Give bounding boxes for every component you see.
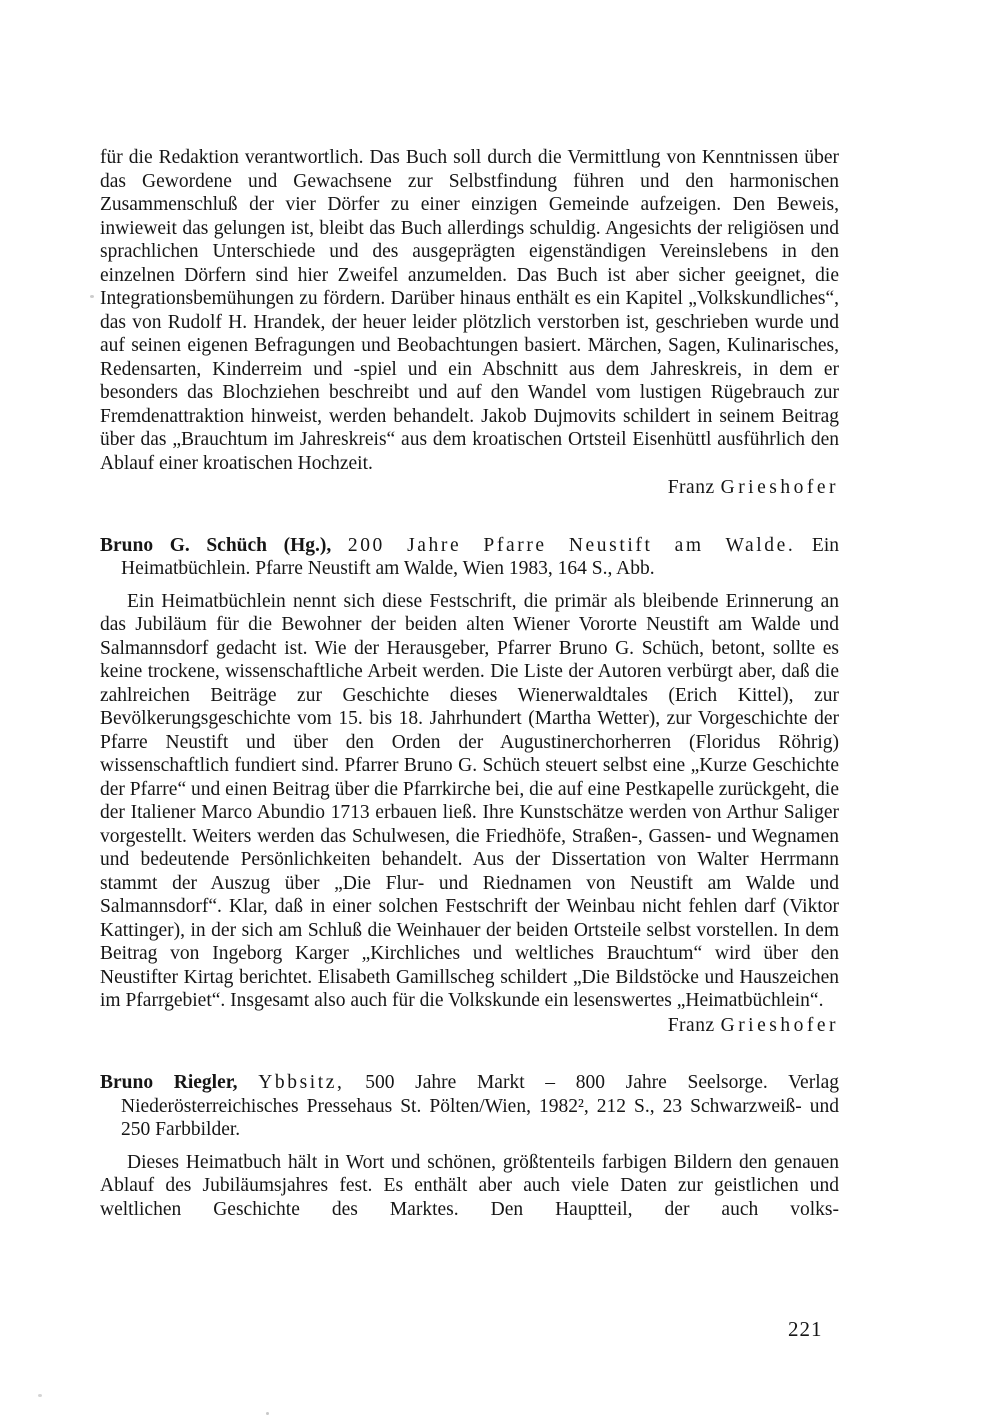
scan-speckle [90, 295, 94, 298]
review-heading-rest: Ein Heimatbüchlein. Pfarre Neustift am Walde, Wien 1983, 164 S., Abb. [121, 534, 840, 579]
reviewer-first-name: Franz [667, 1014, 715, 1036]
text-block [100, 146, 839, 1221]
review-heading-rest: 500 Jahre Markt – 800 Jahre Seelsorge. Verlag Niederösterreichisches Pressehaus St. Pölten/Wien, 1982², 212 S., 23 Schwarzweiß- und 250 Farbbilder. [121, 1072, 840, 1140]
intro-paragraph: für die Redaktion verantwortlich. Das Buch soll durch die Vermittlung von Kenntnissen über das Gewordene und Gewachsene zur Selbstfindung führen und den harmonischen Zusammenschluß der vier Dörfer zu einer einzigen Gemeinde aufzeigen. Den Beweis, inwieweit das gelungen ist, bleibt das Buch allerdings schuldig. Angesichts der religiösen und sprachlichen Unterschiede und des ausgeprägten eigenständigen Vereinslebens in den einzelnen Dörfern sind hier Zweifel anzumelden. Das Buch ist aber sicher geeignet, die Integrationsbemühungen zu fördern. Darüber hinaus enthält es ein Kapitel „Volkskundliches“, das von Rudolf H. Hrandek, der heuer leider plötzlich verstorben ist, geschrieben wurde und auf seinen eigenen Befragungen und Beobachtungen basiert. Märchen, Sagen, Kulinarisches, Redensarten, Kinderreim und -spiel und ein Abschnitt aus dem Jahreskreis, in dem er besonders das Blochziehen beschreibt und auf den Wandel vom lustigen Rügebrauch zur Fremdenattraktion hinweist, werden behandelt. Jakob Dujmovits schildert in seinem Beitrag über das „Brauchtum im Jahreskreis“ aus dem kroatischen Ortsteil Eisenhüttl ausführlich den Ablauf einer kroatischen Hochzeit. [100, 147, 839, 474]
review-author: Bruno Riegler, [100, 1072, 238, 1093]
scan-speckle [266, 1412, 269, 1415]
review-title: 200 Jahre Pfarre Neustift am Walde. [347, 534, 796, 556]
reviewer-last-name: Grieshofer [720, 1014, 839, 1036]
reviewer-last-name: Grieshofer [720, 477, 839, 498]
reviewer-signature [100, 1014, 839, 1038]
review-body-schuech: Ein Heimatbüchlein nennt sich diese Festschrift, die primär als bleibende Erinnerung an das Jubiläum für die Bewohner der beiden alten Wiener Vororte Neustift am Walde und Salmannsdorf gedacht ist. Wie der Herausgeber, Pfarrer Bruno G. Schüch, betont, sollte es keine trockene, wissenschaftliche Arbeit werden. Die Liste der Autoren verbürgt aber, daß die zahlreichen Beiträge zur Geschichte dieses Wienerwaldtales (Erich Kittel), zur Bevölkerungsgeschichte vom 15. bis 18. Jahrhundert (Martha Wetter), zur Vorgeschichte der Pfarre Neustift und über den Orden der Augustinerchorherren (Floridus Röhrig) wissenschaftlich fundiert sind. Pfarrer Bruno G. Schüch steuert selbst eine „Kurze Geschichte der Pfarre“ und einen Beitrag über die Pfarrkirche bei, die auf eine Pestkapelle zurückgeht, die der Italiener Marco Abundio 1713 erbauen ließ. Ihre Kunstschätze werden von Arthur Saliger vorgestellt. Weiters werden das Schulwesen, die Friedhöfe, Straßen-, Gassen- und Wegnamen und bedeutende Persönlichkeiten behandelt. Aus der Dissertation von Walter Herrmann stammt der Auszug über „Die Flur- und Riednamen von Neustift am Walde und Salmannsdorf“. Klar, daß in einer solchen Festschrift der Weinbau nicht fehlen darf (Viktor Kattinger), in der sich am Schluß die Weinhauer der beiden Ortsteile selbst vorstellen. In dem Beitrag von Ingeborg Karger „Kirchliches und weltliches Brauchtum“ wird über den Neustifter Kirtag berichtet. Elisabeth Gamillscheg schildert „Die Bildstöcke und Hauszeichen im Pfarrgebiet“. Insgesamt also auch für die Volkskunde ein lesenswertes „Heimatbüchlein“. [100, 590, 839, 1011]
review-body-riegler: Dieses Heimatbuch hält in Wort und schönen, größtenteils farbigen Bildern den genauen Ablauf des Jubiläumsjahres fest. Es enthält aber auch viele Daten zur geistlichen und weltlichen Geschichte des Marktes. Den Hauptteil, der auch volks- [100, 1151, 839, 1220]
review-title: Ybbsitz, [258, 1072, 345, 1093]
review-heading-riegler [100, 1071, 839, 1142]
review-heading-schuech [100, 534, 839, 581]
reviewer-first-name: Franz [667, 477, 715, 498]
scan-speckle [38, 1394, 42, 1397]
reviewer-signature [100, 476, 839, 500]
review-author: Bruno G. Schüch (Hg.), [100, 534, 332, 556]
page-number: 221 [788, 1317, 823, 1341]
